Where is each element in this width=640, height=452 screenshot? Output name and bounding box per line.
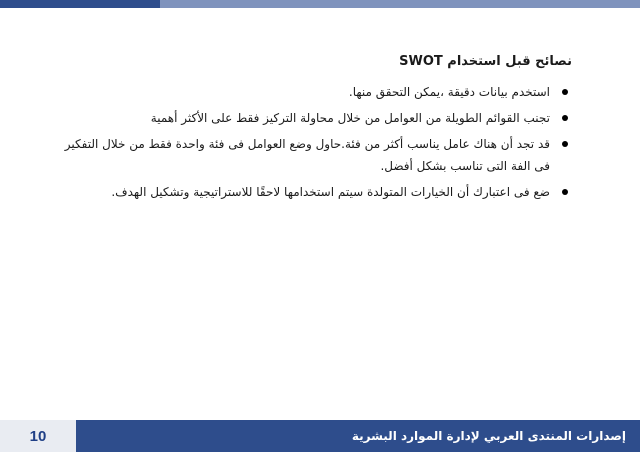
top-bar-dark-segment <box>0 0 160 8</box>
bullet-icon <box>562 189 568 195</box>
tip-text: استخدم بيانات دقيقة ،يمكن التحقق منها. <box>348 85 550 99</box>
top-decorative-bar <box>0 0 640 8</box>
tip-text: تجنب القوائم الطويلة من العوامل من خلال محاولة التركيز فقط على الأكثر أهمية <box>150 111 550 125</box>
publisher-name: إصدارات المنتدى العربي لإدارة الموارد البشرية <box>351 429 626 443</box>
tip-text: قد تجد أن هناك عامل يناسب أكثر من فئة.حاول وضع العوامل فى فئة واحدة فقط من خلال التفكير فى الفة التى تناسب بشكل أفضل. <box>64 137 550 173</box>
tip-text: ضع فى اعتبارك أن الخيارات المتولدة سيتم استخدامها لاحقًا للاستراتيجية وتشكيل الهدف. <box>111 185 550 199</box>
list-item <box>60 181 572 203</box>
page-content <box>60 44 572 207</box>
list-item <box>60 133 572 177</box>
list-item <box>60 107 572 129</box>
top-bar-light-segment <box>160 0 640 8</box>
bullet-icon <box>562 115 568 121</box>
bullet-icon <box>562 141 568 147</box>
page-number-box <box>0 420 76 452</box>
footer-band <box>76 420 640 452</box>
list-item <box>60 81 572 103</box>
page-number: 10 <box>29 427 47 445</box>
bullet-icon <box>562 89 568 95</box>
section-heading: نصائح قبل استخدام SWOT <box>399 54 572 69</box>
page-footer <box>0 420 640 452</box>
tips-list <box>60 81 572 203</box>
